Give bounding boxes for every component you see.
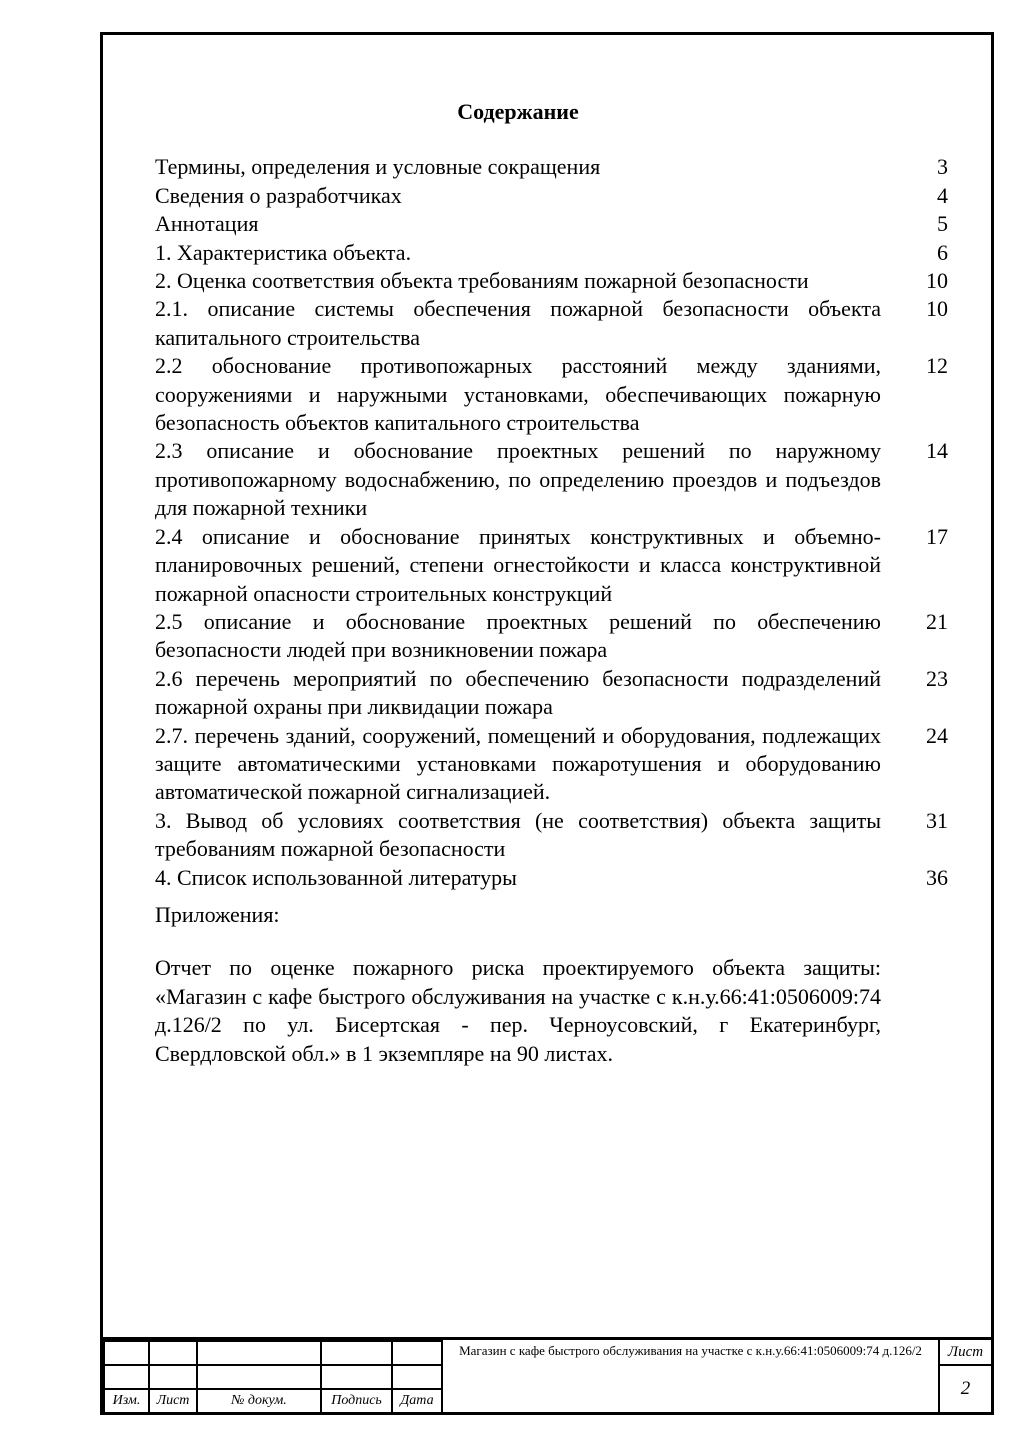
footer-sheet-number: 2 [960, 1378, 971, 1399]
toc-entry-text: Аннотация [155, 211, 259, 237]
toc-row [155, 182, 948, 210]
page-title: Содержание [457, 99, 579, 124]
toc-entry-text: Термины, определения и условные сокращения [155, 154, 601, 180]
toc-row [155, 295, 948, 352]
toc-entry-page: 4 [937, 182, 948, 208]
footer-doc-title: Магазин с кафе быстрого обслуживания на участке с к.н.у.66:41:0506009:74 д.126/2 [459, 1343, 922, 1358]
toc-list [155, 153, 948, 892]
revision-row [104, 1341, 442, 1365]
toc-row [155, 722, 948, 807]
toc-row [155, 665, 948, 722]
toc-entry-text: 1. Характеристика объекта. [155, 239, 412, 265]
toc-row [155, 523, 948, 608]
toc-entry-text: 2. Оценка соответствия объекта требованиям пожарной безопасности [155, 268, 809, 294]
footer-label-izm: Изм. [104, 1389, 149, 1413]
revision-cell [149, 1341, 197, 1365]
toc-entry-text: 2.7. перечень зданий, сооружений, помещений и оборудования, подлежащих защите автоматическими установками пожаротушения и оборудованию автоматической пожарной сигнализацией. [155, 722, 881, 805]
content-area [103, 35, 991, 1068]
toc-entry-page: 3 [937, 154, 948, 180]
revision-cell [197, 1365, 321, 1389]
toc-entry-page: 23 [926, 665, 948, 691]
revision-row [104, 1365, 442, 1389]
toc-entry-text: 4. Список использованной литературы [155, 864, 517, 890]
document-frame [100, 32, 994, 1415]
toc-row [155, 153, 948, 181]
toc-entry-page: 24 [926, 722, 948, 748]
title-block [103, 1337, 991, 1412]
toc-entry-page: 36 [926, 864, 948, 890]
toc-row [155, 267, 948, 295]
appendix-body: Отчет по оценке пожарного риска проектируемого объекта защиты: «Магазин с кафе быстрого обслуживания на участке с к.н.у.66:41:0506009:74 д.126/2 по ул. Бисертская - пер. Черноусовский, г Екатеринбург, Свердловской обл.» в 1 экземпляре на 90 листах. [155, 955, 881, 1066]
footer-label-list: Лист [149, 1389, 197, 1413]
toc-entry-page: 10 [926, 268, 948, 294]
toc-entry-page: 21 [926, 608, 948, 634]
revision-cell [149, 1365, 197, 1389]
toc-entry-page: 5 [937, 211, 948, 237]
toc-entry-page: 12 [926, 353, 948, 379]
footer-label-data: Дата [392, 1389, 442, 1413]
toc-entry-page: 14 [926, 438, 948, 464]
toc-row [155, 239, 948, 267]
appendix-heading: Приложения: [155, 901, 280, 927]
toc-entry-page: 17 [926, 523, 948, 549]
toc-entry-text: 2.6 перечень мероприятий по обеспечению безопасности подразделений пожарной охраны при ликвидации пожара [155, 665, 881, 720]
toc-row [155, 807, 948, 864]
toc-entry-text: 3. Вывод об условиях соответствия (не соответствия) объекта защиты требованиям пожарной безопасности [155, 807, 881, 862]
revision-header-row [104, 1389, 442, 1413]
revision-cell [392, 1341, 442, 1365]
toc-row [155, 608, 948, 665]
revision-cell [197, 1341, 321, 1365]
toc-entry-text: 2.2 обоснование противопожарных расстояний между зданиями, сооружениями и наружными установками, обеспечивающих пожарную безопасность объектов капитального строительства [155, 353, 881, 436]
toc-entry-page: 31 [926, 807, 948, 833]
footer-sheet-label: Лист [940, 1340, 991, 1366]
toc-entry-text: Сведения о разработчиках [155, 182, 402, 208]
toc-entry-text: 2.1. описание системы обеспечения пожарной безопасности объекта капитального строительства [155, 296, 881, 350]
revision-cell [392, 1365, 442, 1389]
toc-row [155, 437, 948, 522]
revision-cell [321, 1365, 392, 1389]
revision-cell [104, 1341, 149, 1365]
toc-entry-text: 2.3 описание и обоснование проектных решений по наружному противопожарному водоснабжению, по определению проездов и подъездов для пожарной техники [155, 438, 881, 521]
toc-entry-text: 2.4 описание и обоснование принятых конструктивных и объемно-планировочных решений, степени огнестойкости и класса конструктивной пожарной опасности строительных конструкций [155, 523, 881, 606]
footer-label-podpis: Подпись [321, 1389, 392, 1413]
revision-cell [321, 1341, 392, 1365]
revision-table [103, 1340, 443, 1414]
toc-entry-page: 10 [926, 296, 948, 322]
toc-row [155, 864, 948, 892]
toc-entry-page: 6 [937, 239, 948, 265]
toc-row [155, 210, 948, 238]
revision-cell [104, 1365, 149, 1389]
toc-row [155, 352, 948, 437]
toc-entry-text: 2.5 описание и обоснование проектных решений по обеспечению безопасности людей при возникновении пожара [155, 608, 881, 663]
sheet-box [938, 1340, 991, 1412]
footer-label-dokum: № докум. [197, 1389, 321, 1413]
